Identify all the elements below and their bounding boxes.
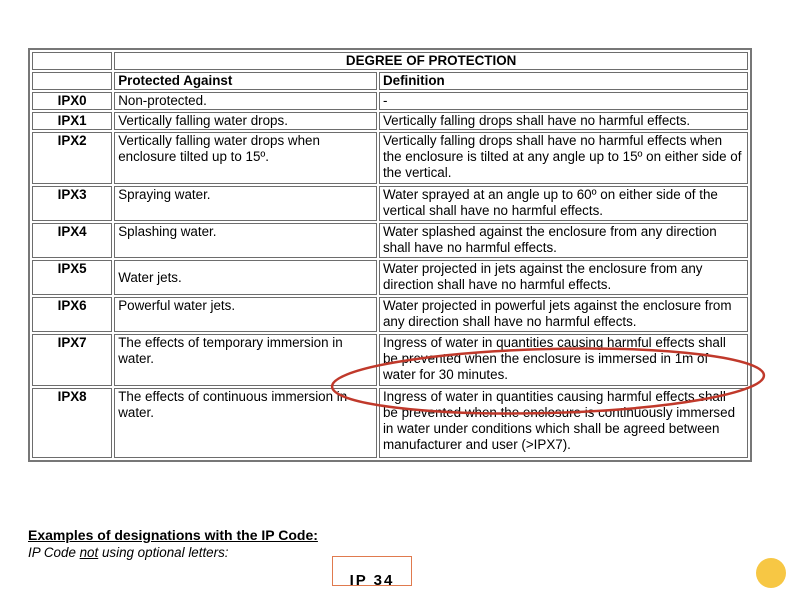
column-header-definition: Definition — [379, 72, 748, 90]
ip-code: IPX6 — [32, 297, 112, 332]
table-row — [32, 388, 748, 458]
protected-against: Powerful water jets. — [114, 297, 377, 332]
definition: Vertically falling drops shall have no harmful effects. — [379, 112, 748, 130]
definition: Water splashed against the enclosure from any direction shall have no harmful effects. — [379, 223, 748, 258]
table-row — [32, 334, 748, 386]
ip-code: IPX0 — [32, 92, 112, 110]
protected-against: The effects of temporary immersion in water. — [114, 334, 377, 386]
ip-code: IPX3 — [32, 186, 112, 221]
table-title: DEGREE OF PROTECTION — [114, 52, 748, 70]
protected-against: Water jets. — [114, 260, 377, 295]
examples-heading: Examples of designations with the IP Code: — [28, 527, 318, 543]
table-row — [32, 223, 748, 258]
ip-code: IPX8 — [32, 388, 112, 458]
definition: Ingress of water in quantities causing harmful effects shall be prevented when the enclosure is continuously immersed in water under conditions which shall be agreed between manufacturer and user (>IPX7). — [379, 388, 748, 458]
column-header-protected-against: Protected Against — [114, 72, 377, 90]
examples-sub-after: using optional letters: — [98, 545, 229, 560]
column-header-row — [32, 72, 748, 90]
protected-against: Non-protected. — [114, 92, 377, 110]
protected-against: The effects of continuous immersion in water. — [114, 388, 377, 458]
table-row — [32, 112, 748, 130]
definition: - — [379, 92, 748, 110]
table-row — [32, 186, 748, 221]
table-row — [32, 92, 748, 110]
examples-sub-not: not — [79, 545, 99, 560]
definition: Water projected in jets against the enclosure from any direction shall have no harmful effects. — [379, 260, 748, 295]
definition: Ingress of water in quantities causing harmful effects shall be prevented when the enclosure is immersed in 1m of water for 30 minutes. — [379, 334, 748, 386]
protected-against: Spraying water. — [114, 186, 377, 221]
ip-code: IPX7 — [32, 334, 112, 386]
table-title-row — [32, 52, 748, 70]
table-row — [32, 132, 748, 184]
ip-code-example-box: IP 34 — [332, 556, 412, 586]
protected-against: Vertically falling water drops when enclosure tilted up to 15º. — [114, 132, 377, 184]
ip-code: IPX1 — [32, 112, 112, 130]
protected-against: Vertically falling water drops. — [114, 112, 377, 130]
yellow-circle-decoration — [756, 558, 786, 588]
definition: Water sprayed at an angle up to 60º on either side of the vertical shall have no harmful effects. — [379, 186, 748, 221]
examples-subheading — [28, 545, 229, 560]
ip-code: IPX5 — [32, 260, 112, 295]
table-row — [32, 297, 748, 332]
empty-header-cell — [32, 52, 112, 70]
examples-sub-before: IP Code — [28, 545, 80, 560]
protected-against: Splashing water. — [114, 223, 377, 258]
empty-header-cell — [32, 72, 112, 90]
definition: Water projected in powerful jets against the enclosure from any direction shall have no harmful effects. — [379, 297, 748, 332]
table-row — [32, 260, 748, 295]
ip-code: IPX4 — [32, 223, 112, 258]
ip-protection-table — [28, 48, 752, 462]
ip-code: IPX2 — [32, 132, 112, 184]
definition: Vertically falling drops shall have no harmful effects when the enclosure is tilted at any angle up to 15º on either side of the vertical. — [379, 132, 748, 184]
